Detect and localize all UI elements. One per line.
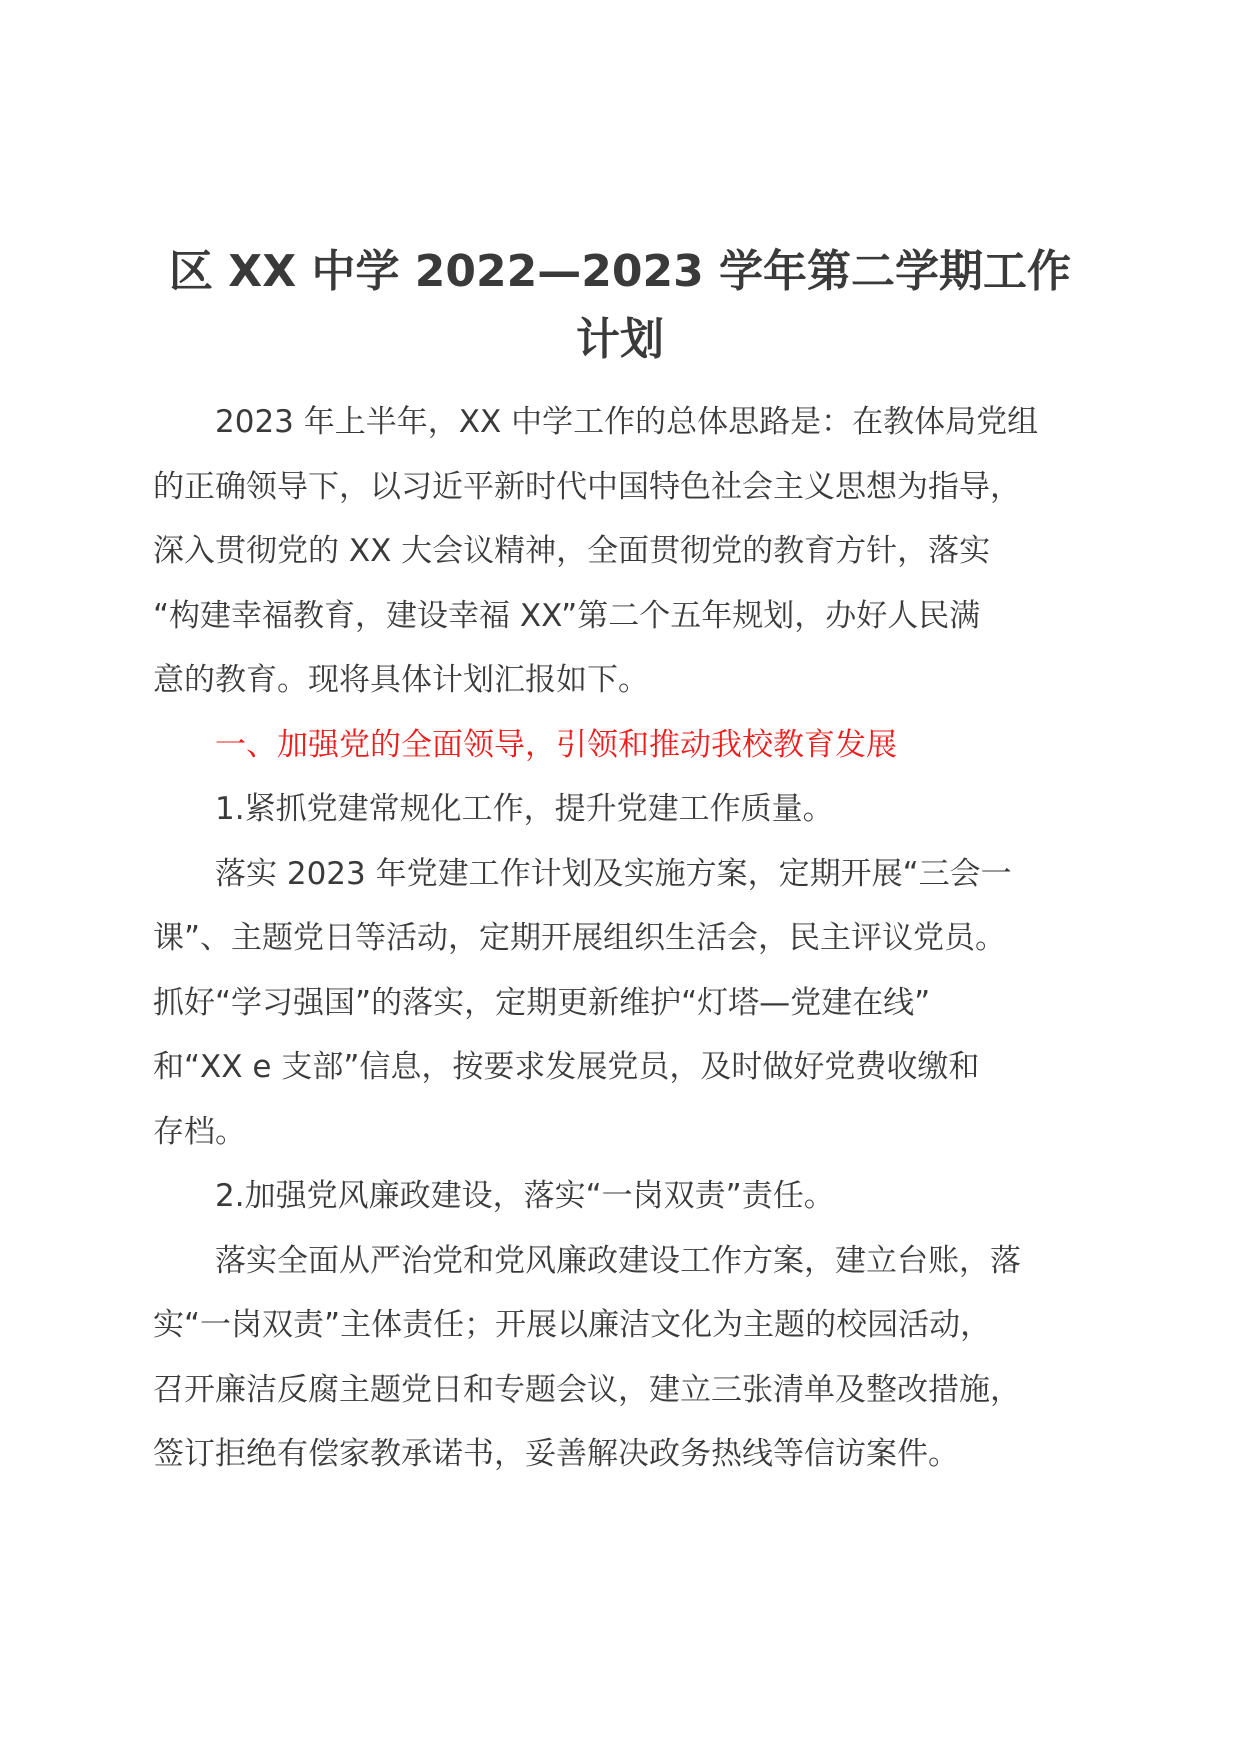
paragraph-line: “构建幸福教育，建设幸福 XX”第二个五年规划，办好人民满 [153,597,981,634]
document-title [150,238,1090,374]
section-heading [153,713,1113,778]
body-paragraph [153,842,1113,1165]
paragraph-line: 的正确领导下，以习近平新时代中国特色社会主义思想为指导， [153,468,1021,505]
paragraph-line: 落实全面从严治党和党风廉政建设工作方案，建立台账，落 [215,1242,1021,1279]
paragraph-line: 意的教育。现将具体计划汇报如下。 [153,662,649,698]
subheading-paragraph [153,777,1113,842]
paragraph-line: 课”、主题党日等活动，定期开展组织生活会，民主评议党员。 [153,920,1007,956]
paragraph-line: 召开廉洁反腐主题党日和专题会议，建立三张清单及整改措施， [153,1371,1021,1408]
paragraph-line: 存档。 [153,1113,246,1150]
document-body [153,390,1113,1487]
subheading-line: 1.紧抓党建常规化工作，提升党建工作质量。 [215,791,834,827]
paragraph-line: 实“一岗双责”主体责任；开展以廉洁文化为主题的校园活动， [153,1307,992,1343]
body-paragraph [153,1229,1113,1487]
paragraph-line: 抓好“学习强国”的落实，定期更新维护“灯塔—党建在线” [153,984,931,1021]
paragraph-line: 落实 2023 年党建工作计划及实施方案，定期开展“三会一 [215,855,1012,892]
section-heading-line: 一、加强党的全面领导，引领和推动我校教育发展 [215,726,897,763]
subheading-paragraph [153,1164,1113,1229]
title-line: 区 XX 中学 2022—2023 学年第二学期工作 [168,246,1072,297]
title-line: 计划 [576,314,664,365]
paragraph-line: 和“XX e 支部”信息，按要求发展党员，及时做好党费收缴和 [153,1049,980,1085]
paragraph-line: 2023 年上半年，XX 中学工作的总体思路是：在教体局党组 [215,404,1039,440]
subheading-line: 2.加强党风廉政建设，落实“一岗双责”责任。 [215,1178,835,1214]
paragraph-line: 签订拒绝有偿家教承诺书，妥善解决政务热线等信访案件。 [153,1436,959,1472]
paragraph-line: 深入贯彻党的 XX 大会议精神，全面贯彻党的教育方针，落实 [153,533,991,569]
intro-paragraph [153,390,1113,713]
